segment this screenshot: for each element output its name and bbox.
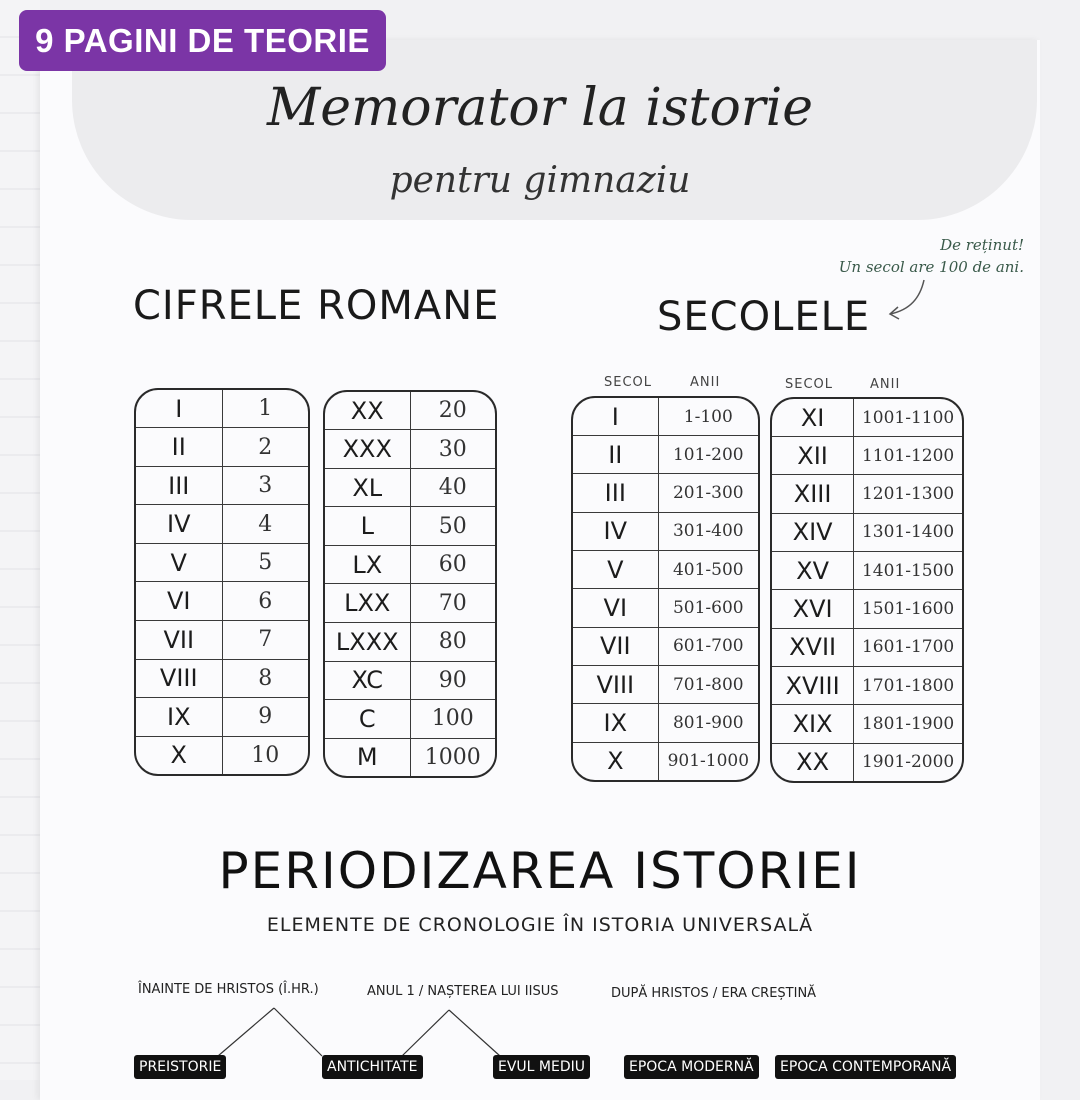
roman-numeral-cell: XVII — [772, 628, 854, 666]
arabic-number-cell: 60 — [410, 545, 495, 584]
roman-numeral-cell: XX — [325, 392, 410, 430]
roman-numeral-cell: LX — [325, 545, 410, 584]
timeline-label-bc: ÎNAINTE DE HRISTOS (Î.HR.) — [138, 982, 319, 997]
col-header-anii-2: ANII — [870, 377, 901, 392]
arabic-number-cell: 70 — [410, 584, 495, 623]
years-range-cell: 1001-1100 — [854, 399, 962, 437]
years-range-cell: 1801-1900 — [854, 705, 962, 743]
roman-numeral-cell: IX — [136, 698, 222, 737]
roman-numeral-cell: XC — [325, 661, 410, 700]
roman-numeral-cell: X — [573, 742, 658, 780]
years-range-cell: 401-500 — [658, 551, 758, 589]
timeline-label-year-one: ANUL 1 / NAȘTEREA LUI IISUS — [367, 984, 559, 999]
years-range-cell: 701-800 — [658, 666, 758, 704]
years-range-cell: 1101-1200 — [854, 437, 962, 475]
years-range-cell: 101-200 — [658, 436, 758, 474]
arabic-number-cell: 3 — [222, 466, 308, 505]
roman-numeral-cell: LXXX — [325, 623, 410, 662]
years-range-cell: 1201-1300 — [854, 475, 962, 513]
roman-numeral-cell: X — [136, 736, 222, 774]
roman-numeral-cell: VII — [136, 621, 222, 660]
roman-numeral-cell: IX — [573, 704, 658, 742]
roman-numeral-cell: C — [325, 700, 410, 739]
years-range-cell: 1701-1800 — [854, 667, 962, 705]
roman-numeral-cell: VI — [573, 589, 658, 627]
roman-numeral-cell: XL — [325, 468, 410, 507]
col-header-anii-1: ANII — [690, 375, 721, 390]
roman-numeral-cell: III — [136, 466, 222, 505]
roman-numeral-cell: V — [136, 543, 222, 582]
roman-numeral-cell: II — [573, 436, 658, 474]
roman-numeral-cell: VI — [136, 582, 222, 621]
roman-numeral-cell: XIV — [772, 513, 854, 551]
roman-numeral-cell: XI — [772, 399, 854, 437]
roman-numeral-cell: M — [325, 738, 410, 776]
periodization-heading: PERIODIZAREA ISTORIEI — [218, 842, 862, 900]
roman-numeral-cell: II — [136, 428, 222, 467]
page-title: Memorator la istorie — [266, 78, 814, 138]
roman-numeral-cell: XV — [772, 552, 854, 590]
arabic-number-cell: 6 — [222, 582, 308, 621]
years-range-cell: 1-100 — [658, 398, 758, 436]
arabic-number-cell: 2 — [222, 428, 308, 467]
arabic-number-cell: 90 — [410, 661, 495, 700]
years-range-cell: 501-600 — [658, 589, 758, 627]
arabic-number-cell: 1 — [222, 390, 308, 428]
roman-numeral-cell: XII — [772, 437, 854, 475]
roman-numeral-cell: IV — [136, 505, 222, 544]
centuries-heading: SECOLELE — [657, 294, 871, 340]
page-subtitle: pentru gimnaziu — [389, 160, 691, 201]
roman-numeral-cell: XVIII — [772, 667, 854, 705]
roman-numeral-cell: V — [573, 551, 658, 589]
roman-numeral-cell: III — [573, 474, 658, 512]
roman-numeral-cell: XX — [772, 743, 854, 781]
epoch-contemporary: EPOCA CONTEMPORANĂ — [775, 1055, 956, 1079]
arabic-number-cell: 4 — [222, 505, 308, 544]
arabic-number-cell: 30 — [410, 430, 495, 469]
col-header-secol-1: SECOL — [604, 375, 653, 390]
years-range-cell: 1901-2000 — [854, 743, 962, 781]
years-range-cell: 1601-1700 — [854, 628, 962, 666]
years-range-cell: 1401-1500 — [854, 552, 962, 590]
col-header-secol-2: SECOL — [785, 377, 834, 392]
epoch-prehistory: PREISTORIE — [134, 1055, 226, 1079]
roman-numeral-cell: I — [573, 398, 658, 436]
years-range-cell: 901-1000 — [658, 742, 758, 780]
periodization-subheading: ELEMENTE DE CRONOLOGIE ÎN ISTORIA UNIVERSALĂ — [266, 914, 814, 936]
years-range-cell: 301-400 — [658, 512, 758, 550]
arabic-number-cell: 50 — [410, 507, 495, 546]
pages-badge: 9 PAGINI DE TEORIE — [19, 10, 386, 71]
years-range-cell: 801-900 — [658, 704, 758, 742]
note-line-2: Un secol are 100 de ani. — [838, 258, 1024, 276]
arabic-number-cell: 5 — [222, 543, 308, 582]
arabic-number-cell: 9 — [222, 698, 308, 737]
years-range-cell: 601-700 — [658, 627, 758, 665]
arabic-number-cell: 20 — [410, 392, 495, 430]
roman-numeral-cell: XXX — [325, 430, 410, 469]
note-line-1: De reținut! — [940, 236, 1024, 254]
roman-numeral-cell: IV — [573, 512, 658, 550]
epoch-antiquity: ANTICHITATE — [322, 1055, 423, 1079]
roman-numerals-heading: CIFRELE ROMANE — [133, 283, 500, 329]
years-range-cell: 1301-1400 — [854, 513, 962, 551]
roman-numeral-cell: L — [325, 507, 410, 546]
arabic-number-cell: 8 — [222, 659, 308, 698]
roman-numeral-cell: LXX — [325, 584, 410, 623]
years-range-cell: 1501-1600 — [854, 590, 962, 628]
roman-numeral-cell: I — [136, 390, 222, 428]
arabic-number-cell: 40 — [410, 468, 495, 507]
roman-numeral-cell: XIX — [772, 705, 854, 743]
arabic-number-cell: 80 — [410, 623, 495, 662]
roman-numeral-cell: VIII — [573, 666, 658, 704]
roman-numeral-cell: XIII — [772, 475, 854, 513]
years-range-cell: 201-300 — [658, 474, 758, 512]
arabic-number-cell: 10 — [222, 736, 308, 774]
roman-numeral-cell: VIII — [136, 659, 222, 698]
epoch-middle-ages: EVUL MEDIU — [493, 1055, 590, 1079]
epoch-modern: EPOCA MODERNĂ — [624, 1055, 759, 1079]
arabic-number-cell: 100 — [410, 700, 495, 739]
arabic-number-cell: 7 — [222, 621, 308, 660]
arabic-number-cell: 1000 — [410, 738, 495, 776]
roman-numeral-cell: XVI — [772, 590, 854, 628]
roman-numeral-cell: VII — [573, 627, 658, 665]
timeline-label-ad: DUPĂ HRISTOS / ERA CREȘTINĂ — [611, 986, 817, 1001]
